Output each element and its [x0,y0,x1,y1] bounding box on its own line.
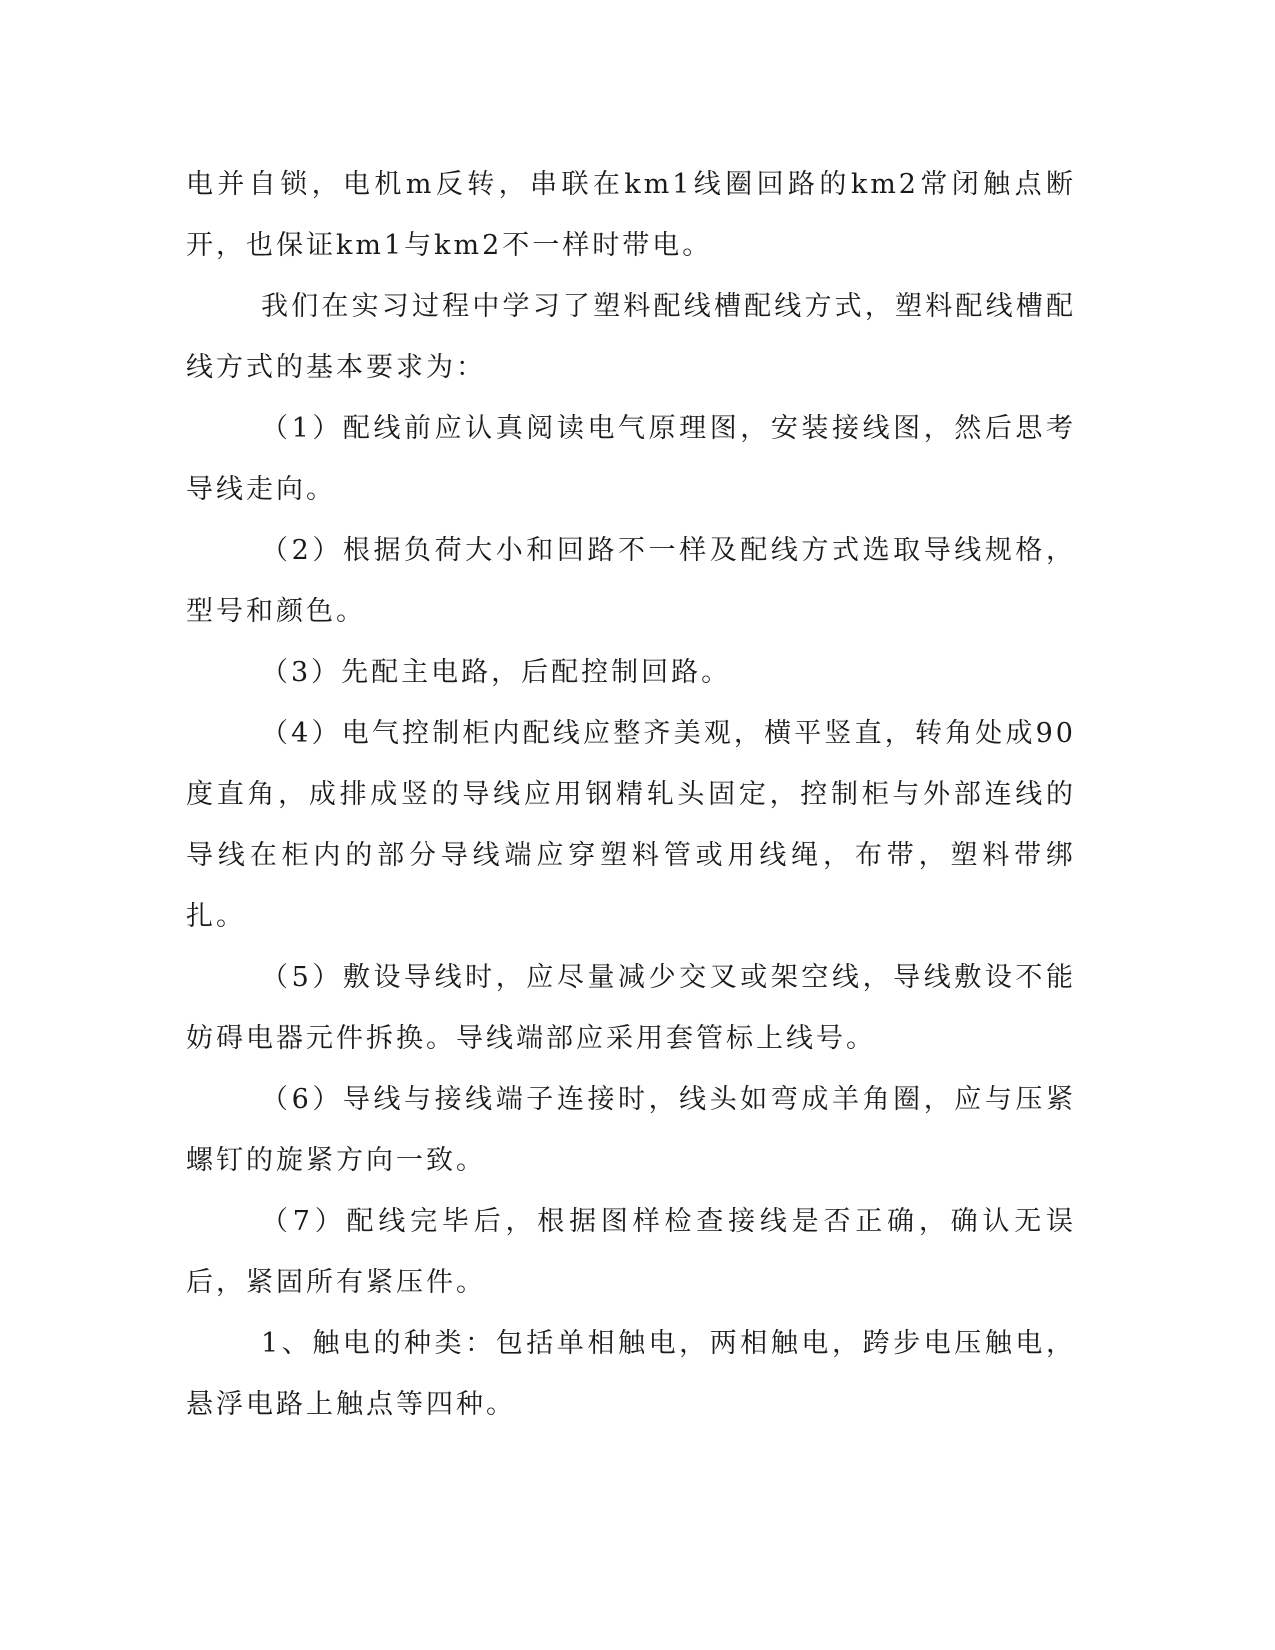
list-item-5: （5）敷设导线时，应尽量减少交叉或架空线，导线敷设不能妨碍电器元件拆换。导线端部应采用套管标上线号。 [186,962,1076,1054]
list-item-6: （6）导线与接线端子连接时，线头如弯成羊角圈，应与压紧螺钉的旋紧方向一致。 [186,1084,1076,1176]
paragraph-shock-types: 1、触电的种类：包括单相触电，两相触电，跨步电压触电，悬浮电路上触点等四种。 [186,1328,1076,1420]
list-item-7: （7）配线完毕后，根据图样检查接线是否正确，确认无误后，紧固所有紧压件。 [186,1206,1076,1298]
paragraph-intro: 我们在实习过程中学习了塑料配线槽配线方式，塑料配线槽配线方式的基本要求为： [186,291,1076,383]
list-item-3: （3）先配主电路，后配控制回路。 [261,657,732,688]
list-item-2: （2）根据负荷大小和回路不一样及配线方式选取导线规格，型号和颜色。 [186,535,1076,627]
list-item-1: （1）配线前应认真阅读电气原理图，安装接线图，然后思考导线走向。 [186,413,1076,505]
paragraph-continuation: 电并自锁，电机m反转，串联在km1线圈回路的km2常闭触点断开，也保证km1与km2不一样时带电。 [186,169,1076,261]
document-body [186,154,1076,1435]
list-item-4: （4）电气控制柜内配线应整齐美观，横平竖直，转角处成90度直角，成排成竖的导线应用钢精轧头固定，控制柜与外部连线的导线在柜内的部分导线端应穿塑料管或用线绳，布带，塑料带绑扎。 [186,718,1076,932]
